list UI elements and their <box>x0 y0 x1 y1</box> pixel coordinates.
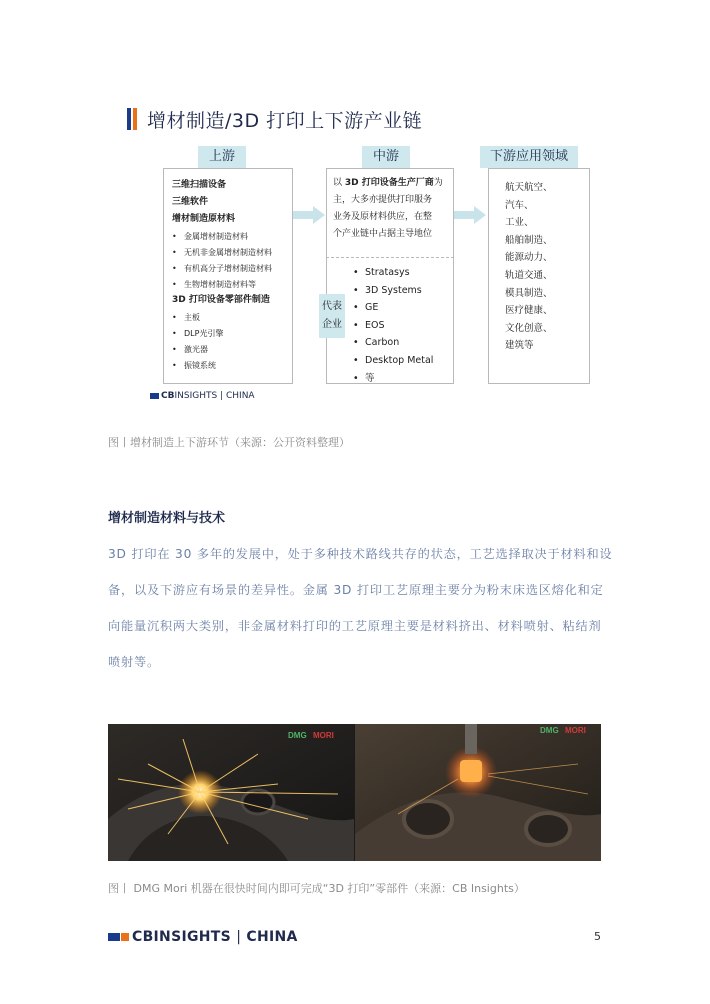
metal-printing-image <box>108 724 601 861</box>
application-item: 汽车、 <box>505 199 534 211</box>
application-item: 医疗健康、 <box>505 305 553 317</box>
diagram-cb-logo: CBINSIGHTS | CHINA <box>150 391 255 401</box>
footer-cb-logo: CBINSIGHTS | CHINA <box>108 929 298 945</box>
heading-accent-bar-orange <box>133 108 137 130</box>
figure-caption-2: 图丨 DMG Mori 机器在很快时间内即可完成“3D 打印”零部件（来源：CB Insights） <box>108 882 525 895</box>
bullet-icon <box>353 267 365 278</box>
upstream-list <box>172 179 272 375</box>
bullet-icon <box>353 337 365 348</box>
upstream-category: 三维扫描设备 <box>172 180 227 190</box>
svg-text:MORI: MORI <box>565 726 586 735</box>
midstream-header: 中游 <box>362 146 410 168</box>
bullet-icon <box>172 345 184 354</box>
midstream-desc-line: 业务及原材料供应，在整 <box>333 212 433 222</box>
application-item: 工业、 <box>505 217 534 229</box>
paragraph-line: 向能量沉积两大类别，非金属材料打印的工艺原理主要是材料挤出、材料喷射、粘结剂 <box>108 619 602 633</box>
company-item: • Stratasys <box>353 264 433 282</box>
upstream-subitem: • 金属增材制造材料 <box>172 230 272 243</box>
company-item: • 等 <box>353 370 433 388</box>
bullet-icon <box>172 361 184 370</box>
company-item: • 3D Systems <box>353 282 433 300</box>
bullet-icon <box>353 285 365 296</box>
svg-text:DMG: DMG <box>288 731 307 740</box>
arrow-up-to-mid <box>293 211 313 219</box>
application-item: 能源动力、 <box>505 252 553 264</box>
upstream-subitem: • 有机高分子增材制造材料 <box>172 262 272 275</box>
company-list <box>353 264 433 387</box>
upstream-subitem: • 激光器 <box>172 343 272 356</box>
bullet-icon <box>172 232 184 241</box>
upstream-subitem: • 振镜系统 <box>172 359 272 372</box>
company-item: • GE <box>353 299 433 317</box>
representative-companies-label: 代表企业 <box>319 294 345 338</box>
paragraph-line: 3D 打印在 30 多年的发展中，处于多种技术路线共存的状态，工艺选择取决于材料和设 <box>108 547 613 561</box>
paragraph-line: 备，以及下游应有场景的差异性。金属 3D 打印工艺原理主要分为粉末床选区熔化和定 <box>108 583 604 597</box>
bullet-icon <box>172 313 184 322</box>
upstream-subitem: • 主板 <box>172 311 272 324</box>
application-item: 建筑等 <box>505 340 534 352</box>
dmg-mori-photo <box>108 724 601 861</box>
heading-accent-bar-blue <box>127 108 131 130</box>
figure-caption-1: 图丨增材制造上下游环节（来源：公开资料整理） <box>108 436 350 449</box>
upstream-category: 增材制造原材料 <box>172 214 236 224</box>
arrow-head-icon <box>474 206 486 224</box>
midstream-description <box>333 175 443 243</box>
page-heading: 增材制造/3D 打印上下游产业链 <box>147 110 423 132</box>
application-item: 轨道交通、 <box>505 269 553 281</box>
upstream-category: 3D 打印设备零部件制造 <box>172 295 270 305</box>
page-number: 5 <box>594 930 601 943</box>
bullet-icon <box>172 280 184 289</box>
bullet-icon <box>353 355 365 366</box>
bullet-icon <box>172 248 184 257</box>
upstream-subitem: • 生物增材制造材料等 <box>172 278 272 291</box>
bullet-icon <box>172 264 184 273</box>
midstream-box <box>322 168 454 384</box>
downstream-header: 下游应用领域 <box>480 146 578 168</box>
midstream-desc-line: 主，大多亦提供打印服务 <box>333 195 433 205</box>
arrow-mid-to-down <box>454 211 474 219</box>
downstream-box <box>488 168 590 384</box>
paragraph-line: 喷射等。 <box>108 655 160 669</box>
midstream-desc-line: 个产业链中占据主导地位 <box>333 229 433 239</box>
application-item: 船舶制造、 <box>505 234 553 246</box>
application-item: 文化创意、 <box>505 322 553 334</box>
company-item: • Desktop Metal <box>353 352 433 370</box>
bullet-icon <box>353 320 365 331</box>
logo-mark-icon <box>121 933 129 941</box>
downstream-list <box>505 179 553 355</box>
svg-text:DMG: DMG <box>540 726 559 735</box>
arrow-head-icon <box>313 206 325 224</box>
upstream-subitem: • 无机非金属增材制造材料 <box>172 246 272 259</box>
svg-text:MORI: MORI <box>313 731 334 740</box>
section-title: 增材制造材料与技术 <box>108 511 226 526</box>
upstream-category: 三维软件 <box>172 197 209 207</box>
logo-mark-icon <box>108 933 120 941</box>
upstream-header: 上游 <box>198 146 246 168</box>
company-item: • EOS <box>353 317 433 335</box>
body-paragraph <box>108 536 612 680</box>
midstream-desc-line: 以 3D 打印设备生产厂商为 <box>333 178 443 188</box>
application-item: 航天航空、 <box>505 182 553 193</box>
application-item: 模具制造、 <box>505 287 553 299</box>
upstream-box <box>163 168 293 384</box>
logo-mark-icon <box>150 393 159 399</box>
bullet-icon <box>353 302 365 313</box>
upstream-subitem: • DLP光引擎 <box>172 327 272 340</box>
company-item: • Carbon <box>353 334 433 352</box>
bullet-icon <box>353 373 365 384</box>
bullet-icon <box>172 329 184 338</box>
midstream-divider <box>326 257 454 258</box>
